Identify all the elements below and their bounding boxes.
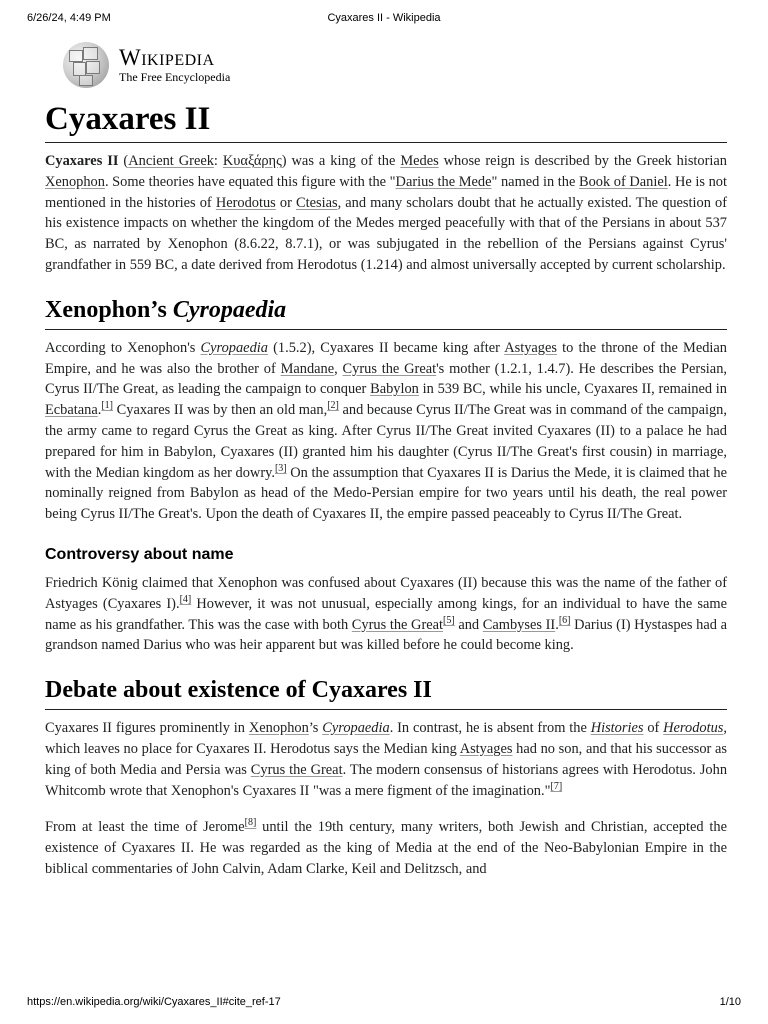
text: to the throne of the Median Empire, and he was also the brother of xyxy=(45,339,727,377)
text: From at least the time of Jerome xyxy=(45,819,245,836)
text: ’s xyxy=(308,720,323,737)
heading-italic: Cyropaedia xyxy=(172,296,287,323)
text: and xyxy=(454,616,483,633)
paragraph-gap xyxy=(45,801,727,813)
link-cyropaedia[interactable]: Cyropaedia xyxy=(322,720,390,737)
text: Cyaxares II figures prominently in xyxy=(45,720,249,737)
citation-8[interactable]: [8] xyxy=(244,817,257,829)
link-cyrus-the-great[interactable]: Cyrus the Great xyxy=(351,616,444,633)
text: , xyxy=(334,360,343,377)
text: Friedrich König claimed that Xenophon was confused about Cyaxares (II) because this was the name of the father of Astyages (Cyaxares I). xyxy=(45,574,727,612)
link-herodotus[interactable]: Herodotus xyxy=(215,194,276,211)
text: " named in the xyxy=(491,173,579,190)
link-xenophon[interactable]: Xenophon xyxy=(45,173,105,190)
link-cyrus-the-great[interactable]: Cyrus the Great xyxy=(250,761,343,778)
text: : xyxy=(213,153,223,169)
debate-paragraph-2 xyxy=(45,817,727,879)
link-book-of-daniel[interactable]: Book of Daniel xyxy=(578,173,668,190)
link-ecbatana[interactable]: Ecbatana xyxy=(45,402,98,419)
link-cyrus-the-great[interactable]: Cyrus the Great xyxy=(342,360,437,377)
print-header xyxy=(27,12,741,28)
link-mandane[interactable]: Mandane xyxy=(280,360,335,377)
text: , which leaves no place for Cyaxares II. Herodotus says the Median king xyxy=(45,720,727,757)
citation-4[interactable]: [4] xyxy=(179,593,192,605)
print-page-number: 1/10 xyxy=(719,996,741,1008)
citation-1[interactable]: [1] xyxy=(101,400,114,412)
text: . In contrast, he is absent from the xyxy=(389,720,591,737)
wikipedia-globe-icon xyxy=(63,42,109,88)
link-ancient-greek[interactable]: Ancient Greek xyxy=(128,153,214,169)
citation-7[interactable]: [7] xyxy=(550,780,563,792)
citation-5[interactable]: [5] xyxy=(443,614,455,626)
link-cambyses-ii[interactable]: Cambyses II xyxy=(482,616,556,633)
text: . Some theories have equated this figure with the " xyxy=(104,173,396,190)
link-darius-the-mede[interactable]: Darius the Mede xyxy=(395,173,492,190)
article-content xyxy=(45,40,727,880)
wikipedia-logo[interactable] xyxy=(45,40,727,90)
text: 's mother (1.2.1, 1.4.7). He describes the Persian, Cyrus II/The Great, as leading the campaign to conquer xyxy=(45,360,727,398)
text: of xyxy=(643,720,664,737)
link-xenophon[interactable]: Xenophon xyxy=(248,720,309,737)
wordmark-tagline: The Free Encyclopedia xyxy=(119,70,231,84)
text: in 539 BC, while his uncle, Cyaxares II, remained in xyxy=(418,381,727,398)
wordmark-name: Wikipedia xyxy=(119,45,215,70)
text: whose reign is described by the Greek historian xyxy=(438,153,727,169)
text: , and many scholars doubt that he actually existed. The question of his existence impacts on whether the kingdom of the Medes merged peacefully with that of the Persians in about 537 BC, as narrated by Xenophon (8.6.22, 8.7.1), or was subjugated in the rebellion of the Persians against Cyrus' grandfather in 559 BC, a date derived from Herodotus (1.214) and almost universally accepted by current scholarship. xyxy=(45,194,728,273)
link-medes[interactable]: Medes xyxy=(400,153,439,169)
citation-3[interactable]: [3] xyxy=(274,462,287,474)
text: . xyxy=(97,402,102,419)
text: until the 19th century, many writers, both Jewish and Christian, accepted the existence of Cyaxares II. He was regarded as the king of Media at the end of the Neo-Babylonian Empire in the biblical commentaries of John Calvin, Adam Clarke, Keil and Delitzsch, and xyxy=(45,819,727,877)
print-datetime: 6/26/24, 4:49 PM xyxy=(27,12,111,24)
text: On the assumption that Cyaxares II is Darius the Mede, it is claimed that he nominally reigned from Babylon as head of the Medo-Persian empire for two years until his death, the real power being Cyrus II/The Great's. Upon the death of Cyaxares II, the empire passed peaceably to Cyrus II/The Great. xyxy=(45,464,727,523)
section-heading-cyropaedia xyxy=(45,296,727,330)
text: According to Xenophon's xyxy=(45,339,201,356)
link-cyropaedia[interactable]: Cyropaedia xyxy=(200,339,268,356)
link-astyages[interactable]: Astyages xyxy=(504,339,557,356)
intro-paragraph xyxy=(45,151,727,276)
subsection-heading-controversy: Controversy about name xyxy=(45,545,234,563)
text: . He is not mentioned in the histories of xyxy=(45,173,727,211)
text: . xyxy=(555,616,559,633)
text: ( xyxy=(118,153,129,169)
link-babylon[interactable]: Babylon xyxy=(370,381,419,398)
text: ) was a king of the xyxy=(281,153,401,169)
subject-name: Cyaxares II xyxy=(45,153,119,169)
text: However, it was not unusual, especially among kings, for an individual to have the same name as his grandfather. This was the case with both xyxy=(45,595,727,633)
citation-6[interactable]: [6] xyxy=(558,614,571,626)
wordmark xyxy=(119,46,230,84)
citation-2[interactable]: [2] xyxy=(327,400,339,412)
link-ctesias[interactable]: Ctesias xyxy=(296,194,338,211)
link-astyages[interactable]: Astyages xyxy=(459,740,513,757)
debate-paragraph-1 xyxy=(45,718,727,801)
text: . The modern consensus of historians agrees with Herodotus. John Whitcomb wrote that Xenophon's Cyaxares II "was a mere figment of the imagination." xyxy=(45,761,728,799)
link-histories[interactable]: Histories xyxy=(590,720,644,737)
print-url: https://en.wikipedia.org/wiki/Cyaxares_II#cite_ref-17 xyxy=(27,996,281,1008)
print-document-title: Cyaxares II - Wikipedia xyxy=(327,12,441,24)
text: (1.5.2), Cyaxares II became king after xyxy=(267,339,505,356)
text: had no son, and that his successor as king of both Media and Persia was xyxy=(45,740,727,778)
heading-text: Xenophon’s xyxy=(45,296,173,323)
section-heading-debate: Debate about existence of Cyaxares II xyxy=(45,676,727,710)
page-title: Cyaxares II xyxy=(45,100,727,143)
link-greek-name[interactable]: Κυαξάρης xyxy=(222,153,282,169)
cyropaedia-paragraph xyxy=(45,338,727,525)
controversy-paragraph xyxy=(45,573,727,656)
print-footer xyxy=(27,996,741,1012)
text: Darius (I) Hystaspes had a grandson named Darius who was heir apparent but was killed before he could become king. xyxy=(45,616,728,654)
text: or xyxy=(275,194,296,211)
link-herodotus[interactable]: Herodotus xyxy=(663,720,724,737)
text: and because Cyrus II/The Great was in command of the campaign, the army came to regard Cyrus the Great as king. After Cyrus II/The Great invited Cyaxares (II) to a palace he had prepared for him in Babylon, Cyaxares (II) granted him his daughter (Cyrus II/The Great's first cousin) in marriage, with the Median kingdom as her dowry. xyxy=(45,402,727,481)
text: Cyaxares II was by then an old man, xyxy=(113,402,328,419)
